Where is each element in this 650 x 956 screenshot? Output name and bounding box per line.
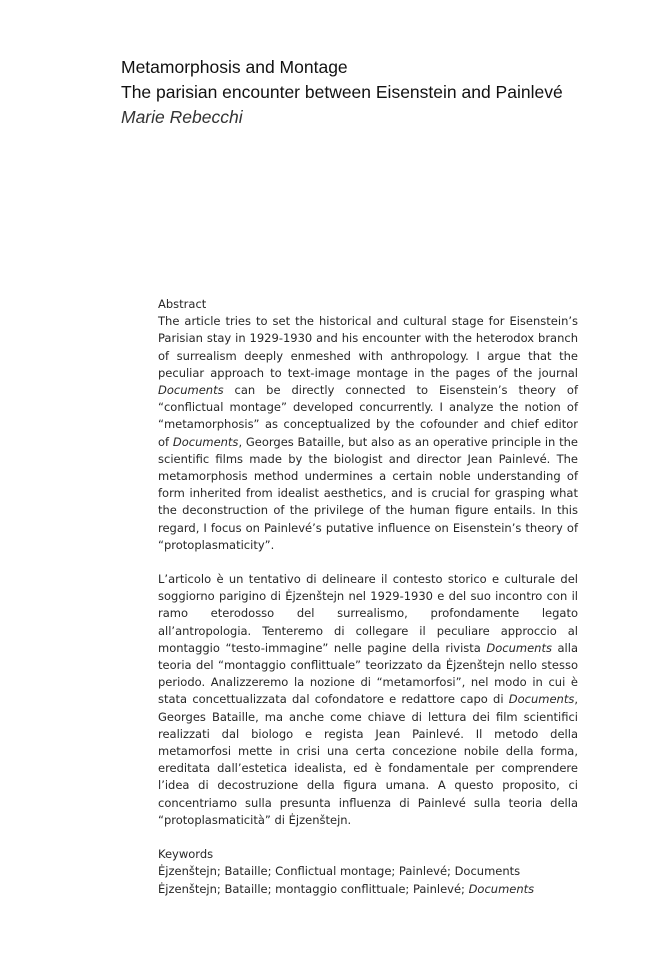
author-name: Marie Rebecchi — [121, 107, 243, 127]
abstract-italian — [158, 571, 578, 829]
abstract-english — [158, 313, 578, 554]
title-block — [121, 55, 621, 130]
abstract-en-text-1: The article tries to set the historical and cultural stage for Eisenstein’s Parisian stay in 1929-1930 and his encounter with the heterodox branch of surrealism deeply enmeshed with anthropology. I argue that the peculiar approach to text-image montage in the pages of the journal — [158, 314, 578, 380]
abstract-heading: Abstract — [158, 297, 207, 311]
keywords-italian — [158, 881, 578, 898]
abstract-en-text-2: can be directly connected to Eisenstein’s theory of “conflictual montage” developed concurrently. I analyze the notion of “metamorphosis” as conceptualized by the cofounder and chief editor of — [158, 383, 578, 449]
abstract-en-journal-2: Documents — [172, 434, 239, 449]
keywords-italian-text: Ėjzenštejn; Bataille; montaggio conflittuale; Painlevé; — [158, 881, 469, 896]
abstract-it-text-3: , Georges Bataille, ma anche come chiave di lettura dei film scientifici realizzati dal biologo e regista Jean Painlevé. Il metodo della metamorfosi mette in crisi una certa concezione nobile della forma, ereditata dall’estetica idealista, ed è fondamentale per comprendere l’idea di decostruzione della figura umana. A questo proposito, ci concentriamo sulla presunta influenza di Painlevé sulla teoria della “protoplasmaticità” di Ėjzenštejn. — [158, 692, 578, 827]
abstract-it-text-1: L’articolo è un tentativo di delineare il contesto storico e culturale del soggiorno parigino di Ėjzenštejn nel 1929-1930 e del suo incontro con il ramo eterodosso del surrealismo, profondamente legato all’antropologia. Tenteremo di collegare il peculiare approccio al montaggio “testo-immagine” nelle pagine della rivista — [158, 572, 578, 655]
keywords-heading: Keywords — [158, 847, 214, 862]
abstract-it-text-2: alla teoria del “montaggio conflittuale” teorizzato da Ėjzenštejn nello stesso periodo. Analizzeremo la nozione di “metamorfosi”, nel modo in cui è stata concettualizzata dal cofondatore e redattore capo di — [158, 640, 578, 707]
abstract-en-journal-1: Documents — [158, 383, 224, 398]
keywords-section — [158, 846, 578, 898]
article-title: Metamorphosis and Montage — [121, 57, 348, 77]
abstract-section — [158, 296, 578, 898]
abstract-en-text-3: , Georges Bataille, but also as an operative principle in the scientific films made by the biologist and director Jean Painlevé. The metamorphosis method undermines a certain noble understanding of form inherited from idealist aesthetics, and is crucial for grasping what the deconstruction of the privilege of the human figure entails. In this regard, I focus on Painlevé’s putative influence on Eisenstein’s theory of “protoplasmaticity”. — [158, 434, 578, 552]
abstract-it-journal-2: Documents — [508, 692, 575, 707]
keywords-italian-journal: Documents — [468, 881, 535, 896]
abstract-it-journal-1: Documents — [486, 640, 552, 655]
keywords-english: Ėjzenštejn; Bataille; Conflictual montage; Painlevé; Documents — [158, 864, 521, 879]
article-subtitle: The parisian encounter between Eisenstein and Painlevé — [121, 82, 563, 102]
